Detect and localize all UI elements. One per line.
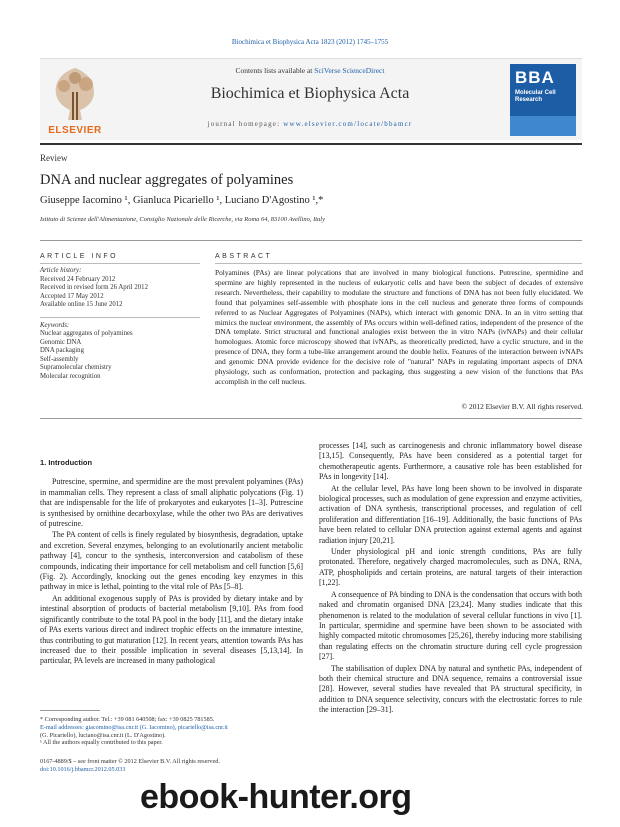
body-paragraph: The stabilisation of duplex DNA by natural and synthetic PAs, independent of both their chemical structure and DNA sequence, remains a controversial issue [28]. However, several studies have revealed that PA structural specificity, in addition to DNA sequence selectivity, concurs with the electrostatic forces to rule the interaction [29–31].	[319, 663, 582, 715]
footnote-line: * Corresponding author. Tel.: +39 081 640508; fax: +39 0825 781585.	[40, 716, 215, 723]
body-column-right	[319, 441, 582, 717]
article-title: DNA and nuclear aggregates of polyamines	[40, 172, 294, 188]
abstract-heading: ABSTRACT	[215, 253, 273, 260]
footnote-line: ¹ All the authors equally contributed to this paper.	[40, 739, 163, 747]
journal-citation-link[interactable]: Biochimica et Biophysica Acta 1823 (2012) 1745–1755	[231, 38, 389, 46]
contents-line	[160, 66, 460, 75]
section-divider	[40, 240, 582, 241]
footnote-divider	[40, 710, 100, 711]
keyword-item: Nuclear aggregates of polyamines	[40, 330, 133, 337]
cover-title: BBA	[515, 68, 555, 87]
homepage-link[interactable]: www.elsevier.com/locate/bbamcr	[283, 120, 413, 128]
introduction-heading: 1. Introduction	[40, 458, 93, 467]
keyword-item: Molecular recognition	[40, 372, 101, 380]
footnotes	[40, 716, 303, 747]
keywords-label: Keywords:	[40, 321, 70, 329]
journal-title: Biochimica et Biophysica Acta	[210, 85, 410, 102]
history-item: Accepted 17 May 2012	[40, 292, 104, 300]
body-paragraph: At the cellular level, PAs have long been shown to be involved in disparate biological processes, such as modulation of gene expression and enzyme activities, activation of DNA synthesis, transcriptional processes, and regulation of cell proliferation and differentiation [16–19]. Additionally, the basic functions of PAs have been related to cellular DNA protection against external agents and against radiation injury [20,21].	[319, 483, 582, 545]
body-column-left	[40, 458, 303, 668]
journal-cover-thumbnail	[510, 64, 576, 136]
sciencedirect-link[interactable]: SciVerse ScienceDirect	[314, 66, 385, 75]
front-matter-info	[40, 758, 303, 774]
keyword-item: Supramolecular chemistry	[40, 364, 112, 371]
info-divider	[40, 310, 200, 318]
contents-prefix: Contents lists available at	[235, 66, 315, 75]
article-info-block	[40, 267, 200, 381]
issn-line: 0167-4889/$ – see front matter © 2012 Elsevier B.V. All rights reserved.	[40, 758, 220, 765]
journal-homepage	[160, 120, 460, 128]
affiliation: Istituto di Scienze dell'Alimentazione, Consiglio Nazionale delle Ricerche, via Roma 64, 83100 Avellino, Italy	[40, 216, 325, 223]
cover-stripe	[510, 116, 576, 136]
abstract-copyright: © 2012 Elsevier B.V. All rights reserved.	[461, 402, 583, 411]
history-label: Article history:	[40, 267, 82, 274]
body-paragraph: An additional exogenous supply of PAs is provided by dietary intake and by intestinal absorption of products of bacterial metabolism [9,10]. PAs from food significantly contribute to the total PA pool in the body [11], and the dietary intake of PAs exerts various direct and indirect trophic effects on the immature intestine, thus contributing to gut maturation [12]. In recent years, attention towards PAs has increased due to their possible implication in several diseases [5,13,14]. In particular, PA levels are increased in many pathological	[40, 593, 303, 666]
watermark-text: ebook-hunter.org	[140, 778, 412, 816]
abstract-text: Polyamines (PAs) are linear polycations that are involved in many biological functions. Putrescine, spermidine and spermine are highly represented in the nucleus of eukaryotic cells and have been the subject of decades of extensive research. Nevertheless, their capability to modulate the structure and functions of DNA has not been fully elucidated. We found that polyamines self-assemble with phosphate ions in the cell nucleus and generate three forms of compounds referred to as Nuclear Aggregates of Polyamines (NAPs), which interact with genomic DNA. In an in vitro setting that mimics the nuclear environment, the assembly of PAs occurs within well-defined ratios, independent of the presence of the DNA template. Strict structural and functional analogies exist between the in vitro NAPs (ivNAPs) and their cellular homologues. Atomic force microscopy showed that ivNAPs, as theoretically predicted, have a cyclic structure, and in the presence of DNA, they form a tube-like arrangement around the double helix. Features of the interaction between ivNAPs and genomic DNA provide evidence for the decisive role of "natural" NAPs in regulating important aspects of DNA physiology, such as conformation, protection and packaging, thus suggesting a new vision of the functions that PAs accomplish in the cell nucleus.	[215, 268, 583, 386]
body-divider	[40, 418, 582, 419]
history-item: Available online 15 June 2012	[40, 301, 123, 308]
header-divider	[40, 143, 582, 145]
keyword-item: Genomic DNA	[40, 338, 82, 346]
keyword-item: DNA packaging	[40, 347, 84, 354]
article-type: Review	[40, 153, 68, 163]
footnote-email-link[interactable]: E-mail addresses: giacomino@isa.cnr.it (G. Iacomino), picariello@isa.cnr.it	[40, 723, 228, 731]
history-item: Received 24 February 2012	[40, 275, 116, 283]
doi-link[interactable]: doi:10.1016/j.bbamcr.2012.05.033	[40, 765, 126, 773]
cover-subtitle: Molecular Cell Research	[515, 90, 556, 103]
elsevier-wordmark: ELSEVIER	[48, 125, 102, 136]
abstract-underline	[215, 263, 582, 264]
history-item: Received in revised form 26 April 2012	[40, 284, 148, 291]
article-info-underline	[40, 263, 200, 264]
body-paragraph: processes [14], such as carcinogenesis and chronic inflammatory bowel disease [13,15]. Consequently, PAs have been considered as a potential target for chemotherapeutic agents. Furthermore, a causative role has been established for PAs in longevity [14].	[319, 441, 582, 482]
keyword-item: Self-assembly	[40, 355, 79, 363]
body-paragraph: A consequence of PA binding to DNA is the condensation that occurs with both naked and chromatin organised DNA [23,24]. Many studies indicate that this phenomenon is related to the modulation of several cellular functions in vivo [1]. In particular, spermidine and spermine have been shown to be associated with highly compacted mitotic chromosomes [25,26], thereby inducing more stabilising than regulating effects on the chromatin structure during cell cycle progression [27].	[319, 589, 582, 662]
footnote-line: (G. Picariello), luciano@isa.cnr.it (L. D'Agostino).	[40, 731, 166, 739]
author-list: Giuseppe Iacomino ¹, Gianluca Picariello ¹, Luciano D'Agostino ¹,*	[40, 195, 324, 206]
body-paragraph: Putrescine, spermine, and spermidine are the most prevalent polyamines (PAs) in mammalian cells. They represent a class of small aliphatic polycations (Fig. 1) that are indispensable for the life of prokaryotes and eukaryotes [1–3]. Putrescine is synthesised by ornithine decarboxylase, while the other two PAs are derivatives of putrescine.	[40, 477, 303, 529]
homepage-prefix: journal homepage:	[207, 120, 284, 128]
body-paragraph: The PA content of cells is finely regulated by biosynthesis, degradation, uptake and excretion. Several enzymes, belonging to an evolutionarily ancient metabolic pathway [4], concur to the synthesis, interconversion and catabolism of these compounds, indicating their importance for cell metabolism and cell function [5,6] (Fig. 2). Accordingly, knocking out the genes encoding key enzymes in this pathway in mice is lethal, pointing to the vital role of PAs [5–8].	[40, 530, 303, 592]
article-info-heading: ARTICLE INFO	[40, 253, 119, 260]
body-paragraph: Under physiological pH and ionic strength conditions, PAs are fully protonated. Therefore, negatively charged macromolecules, such as DNA, RNA, ATP, phospholipids and certain proteins, are natural targets of their interaction [1,22].	[319, 547, 582, 588]
